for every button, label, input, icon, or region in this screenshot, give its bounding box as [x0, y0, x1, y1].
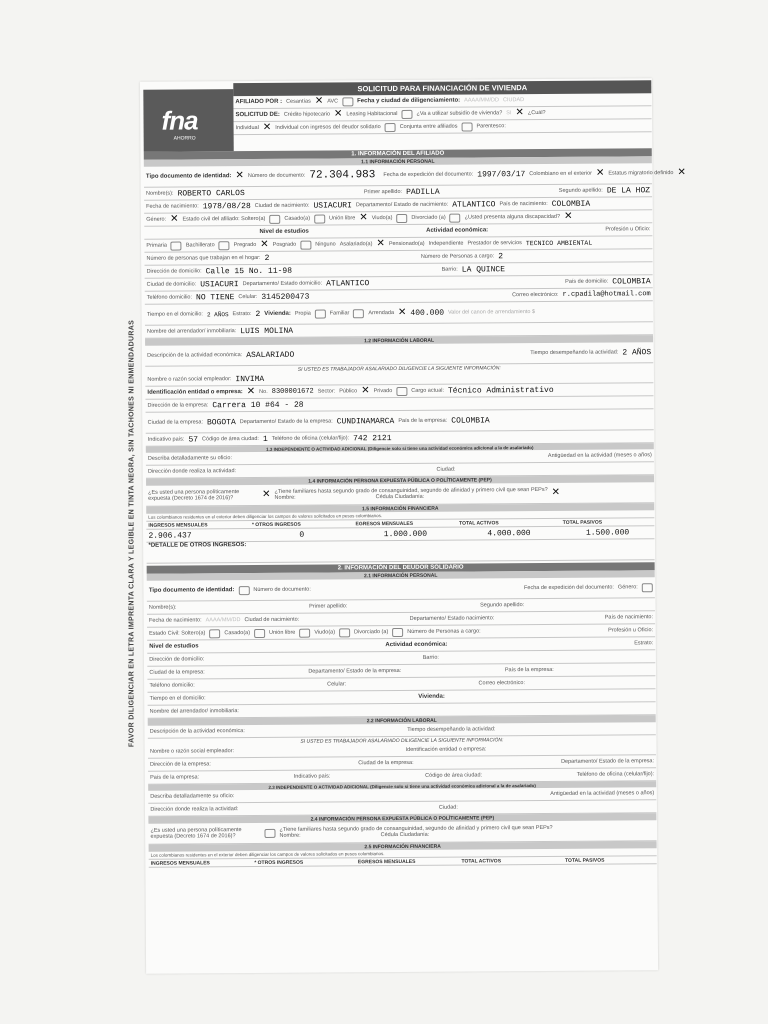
cod-area-value[interactable]: 1: [262, 434, 268, 444]
primaria-label: Primaria: [146, 242, 167, 249]
arrendada-checkbox[interactable]: ✕: [397, 306, 407, 319]
s2-otros-label: * OTROS INGRESOS: [254, 859, 304, 866]
celular-value[interactable]: 3145200473: [261, 292, 310, 302]
viudo-label: Viudo(a): [371, 215, 393, 222]
segundo-apellido-value[interactable]: DE LA HOZ: [606, 185, 651, 196]
tiempo-dom-value[interactable]: 2 AÑOS: [206, 310, 229, 318]
asalariado-checkbox[interactable]: ✕: [376, 238, 385, 250]
s2-ciudad-emp2-label: Ciudad de la empresa:: [358, 759, 414, 767]
id-entidad-label: Identificación entidad o empresa:: [147, 389, 243, 396]
empleador-label: Nombre o razón social empleador:: [147, 376, 232, 383]
profesion-value[interactable]: TECNICO AMBIENTAL: [525, 239, 593, 247]
ingresos-value[interactable]: 2.906.437: [148, 530, 192, 541]
s2-tiempo-act-label: Tiempo desempeñando la actividad:: [407, 726, 496, 733]
segundo-apellido-label: Segundo apellido:: [558, 187, 603, 194]
publico-checkbox[interactable]: ✕: [361, 385, 370, 397]
s2-ingresos-label: INGRESOS MENSUALES: [150, 859, 210, 867]
section-1-2-title: 1.2 INFORMACIÓN LABORAL: [145, 335, 653, 346]
s2-genero-checkbox[interactable]: [642, 583, 653, 592]
pasivos-label: TOTAL PASIVOS: [562, 519, 603, 526]
pregrado-checkbox[interactable]: ✕: [260, 238, 269, 250]
s2-financiera-note: Los colombianos residentes en el exterior deben diligenciar los campos de valores solicitados en pesos colombianos.: [150, 851, 385, 858]
fecha-exp-label: Fecha de expedición del documento:: [383, 171, 474, 179]
s2-ciudad-nac-label: Ciudad de nacimiento:: [244, 616, 300, 624]
s2-tipo-doc-label: Tipo documento de identidad:: [148, 587, 235, 594]
s2-pais-nac-label: País de nacimiento:: [604, 614, 654, 621]
pais-emp-value[interactable]: COLOMBIA: [451, 415, 490, 426]
s2-id-entidad-label: Identificación entidad o empresa:: [405, 746, 487, 753]
depto-nac-label: Departamento/ Estado de nacimiento:: [355, 201, 449, 209]
personas-trabajan-value[interactable]: 2: [264, 253, 270, 263]
otros-value[interactable]: 0: [299, 530, 305, 540]
s2-pasivos-label: TOTAL PASIVOS: [565, 857, 605, 864]
union-label: Unión libre: [329, 215, 356, 222]
propia-checkbox[interactable]: [315, 309, 326, 318]
arrendada-label: Arrendada: [368, 310, 395, 317]
estatus-mig-checkbox[interactable]: ✕: [677, 166, 686, 179]
discapacidad-label: ¿Usted presenta alguna discapacidad?: [464, 213, 561, 221]
depto-nac-value[interactable]: ATLANTICO: [452, 199, 496, 210]
tel-oficina-value[interactable]: 742 2121: [353, 433, 392, 443]
s2-fecha-nac-placeholder[interactable]: AAAA/MM/DD: [205, 617, 241, 624]
s2-activos-label: TOTAL ACTIVOS: [461, 857, 502, 865]
s2-depto-emp2-label: Departamento/ Estado de la empresa:: [561, 758, 655, 765]
familiar-label: Familiar: [329, 310, 350, 317]
sector-label: Sector:: [317, 388, 336, 395]
financiera-note: Los colombianos residentes en el exterior deben diligenciar los campos de valores solicitados en pesos colombianos.: [148, 513, 383, 520]
individual-ingresos-checkbox[interactable]: [385, 123, 396, 132]
pep-family-block: [274, 487, 547, 501]
estatus-mig-label: Estatus migratorio definido: [608, 170, 674, 177]
form-title: SOLICITUD PARA FINANCIACIÓN DE VIVIENDA: [233, 80, 651, 96]
union-checkbox[interactable]: ✕: [359, 212, 368, 224]
desc-act-label: Descripción de la actividad económica:: [147, 352, 243, 359]
section-1-1-title: 1.1 INFORMACIÓN PERSONAL: [144, 156, 652, 167]
ninguno-label: Ninguno: [315, 241, 336, 248]
bachillerato-checkbox[interactable]: [219, 241, 230, 250]
credito-checkbox[interactable]: ✕: [333, 108, 343, 120]
s2-num-doc-label: Número de documento:: [253, 586, 311, 594]
arrendador-value[interactable]: LUIS MOLINA: [240, 326, 294, 336]
prestador-label: Prestador de servicios: [467, 240, 522, 247]
ingresos-label: INGRESOS MENSUALES: [148, 521, 208, 529]
nit-value[interactable]: 8300001672: [271, 387, 314, 396]
s2-pep-family-block: [279, 825, 552, 839]
ciudad-emp-label: Ciudad de la empresa:: [147, 419, 203, 426]
s2-fecha-exp-label: Fecha de expedición del documento:: [523, 584, 614, 592]
bachillerato-label: Bachillerato: [185, 242, 215, 249]
parentesco-label: Parentesco:: [476, 123, 506, 130]
fecha-nac-value[interactable]: 1978/08/28: [202, 201, 251, 211]
nit-checkbox[interactable]: ✕: [246, 386, 256, 398]
pep-family-no-checkbox[interactable]: ✕: [551, 486, 561, 498]
s2-nombres-label: Nombre(s):: [148, 604, 177, 611]
avc-label: AVC: [327, 98, 339, 105]
cesantias-checkbox[interactable]: ✕: [314, 95, 324, 107]
indicativo-value[interactable]: 57: [188, 434, 199, 444]
s2-divorciado-checkbox[interactable]: [392, 627, 403, 636]
header-fields: [233, 80, 651, 151]
privado-checkbox[interactable]: [396, 386, 407, 395]
s2-actividad-label: Actividad económica:: [385, 641, 448, 649]
s2-viudo-label: Viudo(a): [314, 629, 336, 636]
s2-estado-civil-label: Estado Civil: Soltero(a): [149, 630, 206, 637]
asalariado-label: Asalariado(a): [339, 241, 373, 248]
vivienda-label: Vivienda:: [264, 310, 291, 317]
personas-trabajan-label: Número de personas que trabajan en el hogar:: [146, 254, 261, 262]
avc-checkbox[interactable]: [342, 97, 353, 106]
tipo-doc-label: Tipo documento de identidad:: [145, 173, 232, 180]
section-1-4-title: 1.4 INFORMACIÓN PERSONA EXPUESTA PÚBLICA O POLÍTICAMENTE (PEP): [146, 475, 654, 486]
s2-casado-checkbox[interactable]: [254, 628, 265, 637]
s2-segundo-apellido-label: Segundo apellido:: [480, 602, 525, 609]
section-2-2-title: 2.2 INFORMACIÓN LABORAL: [148, 715, 656, 726]
num-doc-value[interactable]: 72.304.983: [309, 169, 376, 182]
fna-logo: [143, 89, 233, 152]
pep-family-question: ¿Tiene familiares hasta segundo grado de consanguinidad, segundo de afinidad y primero civil que sean PEPs?: [274, 486, 548, 495]
colombiano-ext-label: Colombiano en el exterior: [529, 170, 592, 178]
s2-pep-nombre-label: Nombre:: [279, 832, 301, 839]
s2-arrendador-label: Nombre del arrendador/ inmobiliaria:: [149, 708, 239, 715]
s2-pep-checkbox[interactable]: [264, 828, 275, 837]
s2-asalariado-note: SI USTED ES TRABAJADOR ASALARIADO DILIGENCIE LA SIGUIENTE INFORMACIÓN:: [300, 736, 504, 745]
viudo-checkbox[interactable]: [396, 213, 407, 222]
s2-pep-cedula-label: Cédula Ciudadanía:: [380, 831, 430, 839]
s2-nivel-estudios-label: Nivel de estudios: [149, 643, 199, 650]
s2-primer-apellido-label: Primer apellido:: [309, 603, 348, 610]
describa-label: Describa detalladamente su oficio:: [147, 455, 232, 462]
s2-ciudad-act-label: Ciudad:: [438, 804, 458, 811]
genero-label: Género:: [146, 216, 167, 223]
ciudad-dom-label: Ciudad de domicilio:: [146, 281, 197, 288]
tipo-solicitud-row: [234, 119, 652, 135]
nombres-value[interactable]: ROBERTO CARLOS: [177, 188, 245, 199]
subsidio-label: ¿Va a utilizar subsidio de vivienda?: [416, 110, 503, 117]
pensionado-label: Pensionado(a): [388, 240, 425, 248]
activos-value[interactable]: 4.000.000: [487, 528, 531, 538]
pep-nombre-label: Nombre:: [274, 494, 296, 501]
individual-checkbox[interactable]: ✕: [262, 121, 272, 133]
pep-no-checkbox[interactable]: ✕: [262, 488, 271, 500]
detalle-otros-label: *DETALLE DE OTROS INGRESOS:: [148, 542, 247, 549]
propia-label: Propia: [294, 310, 311, 317]
colombiano-ext-checkbox[interactable]: ✕: [595, 167, 605, 179]
s2-describa-label: Describa detalladamente su oficio:: [150, 793, 235, 800]
estado-civil-label: Estado civil del afiliado: Soltero(a): [182, 215, 266, 223]
primer-apellido-value[interactable]: PADILLA: [406, 187, 440, 197]
individual-ingresos-label: Individual con ingresos del deudor solidario: [275, 124, 381, 131]
side-instructions: [112, 230, 136, 870]
desc-act-value[interactable]: ASALARIADO: [246, 350, 295, 360]
depto-emp-label: Departamento/ Estado de la empresa:: [239, 418, 333, 426]
personas-cargo-label: Número de Personas a cargo:: [420, 253, 495, 260]
s2-depto-nac-label: Departamento/ Estado nacimiento:: [409, 615, 495, 622]
activos-label: TOTAL ACTIVOS: [459, 519, 499, 527]
egresos-label: EGRESOS MENSUALES: [355, 520, 414, 527]
estrato-value[interactable]: 2: [255, 309, 261, 319]
tel-label: Teléfono domicilio:: [146, 294, 193, 301]
s2-divorciado-label: Divorciado (a): [354, 629, 389, 636]
tiempo-dom-label: Tiempo en el domicilio:: [146, 311, 203, 318]
correo-value[interactable]: r.cpadila@hotmail.com: [562, 290, 651, 299]
pasivos-value[interactable]: 1.500.000: [585, 527, 630, 538]
direccion-label: Dirección de domicilio:: [146, 268, 202, 275]
direccion-act-label: Dirección donde realiza la actividad:: [147, 468, 237, 475]
s2-depto-emp-label: Departamento/ Estado de la empresa:: [308, 667, 402, 675]
pep-cedula-label: Cédula Ciudadanía:: [375, 493, 425, 501]
barrio-value[interactable]: LA QUINCE: [461, 264, 506, 275]
section-2-1-title: 2.1 INFORMACIÓN PERSONAL: [147, 570, 655, 581]
subsidio-si-option[interactable]: SI: [506, 110, 512, 117]
pais-dom-label: País de domicilio:: [565, 278, 609, 285]
tel-oficina-label: Teléfono de oficina (celular/fijo):: [271, 435, 350, 442]
direccion-value[interactable]: Calle 15 No. 11-98: [205, 266, 293, 276]
primaria-checkbox[interactable]: [171, 241, 182, 250]
fecha-nac-label: Fecha de nacimiento:: [146, 203, 199, 210]
casado-checkbox[interactable]: [314, 214, 325, 223]
pais-nac-label: País de nacimiento:: [499, 200, 548, 208]
correo-label: Correo electrónico:: [512, 291, 559, 299]
s2-union-checkbox[interactable]: [299, 628, 310, 637]
ciudad-act-label: Ciudad:: [436, 466, 456, 473]
section-2-5-title: 2.5 INFORMACIÓN FINANCIERA: [149, 841, 657, 852]
posgrado-label: Posgrado: [272, 241, 297, 248]
s2-egresos-label: EGRESOS MENSUALES: [357, 858, 416, 865]
depto-dom-label: Departamento/ Estado domicilio:: [242, 280, 323, 288]
form-header: [143, 80, 651, 152]
s2-indicativo-label: Indicativo país:: [293, 773, 331, 780]
s2-barrio-label: Barrio:: [422, 654, 439, 661]
s2-genero-label: Género:: [617, 584, 638, 591]
cargo-value[interactable]: Técnico Administrativo: [447, 385, 554, 396]
section-2-4-title: 2.4 INFORMACIÓN PERSONA EXPUESTA PÚBLICA O POLÍTICAMENTE (PEP): [148, 813, 656, 824]
num-doc-label: Número de documento:: [247, 172, 306, 180]
celular-label: Celular:: [238, 293, 258, 301]
depto-dom-value[interactable]: ATLANTICO: [326, 278, 370, 289]
solicitud-label: SOLICITUD DE:: [235, 111, 280, 119]
s2-estrato-label: Estrato:: [634, 640, 654, 647]
nombres-label: Nombre(s):: [146, 190, 174, 197]
s2-vivienda-label: Vivienda:: [418, 693, 445, 700]
s2-soltero-checkbox[interactable]: [209, 629, 220, 638]
s2-antiguedad-label: Antigüedad en la actividad (meses o años): [550, 790, 655, 797]
s2-dir-empresa-label: Dirección de la empresa:: [150, 761, 211, 768]
s2-pep-family-question: ¿Tiene familiares hasta segundo grado de consanguinidad, segundo de afinidad y primero civil que sean PEPs?: [279, 824, 553, 833]
section-1-3-title: 1.3 INDEPENDIENTE O ACTIVIDAD ADICIONAL (Diligencie solo si tiene una actividad económica adicional a la de asalariado): [146, 443, 654, 453]
tel-value[interactable]: NO TIENE: [195, 292, 235, 302]
conjunta-label: Conjunta entre afiliados: [399, 123, 458, 130]
privado-label: Privado: [373, 388, 393, 395]
cesantias-label: Cesantías: [286, 98, 311, 105]
afiliado-label: AFILIADO POR :: [235, 98, 283, 106]
ciudad-emp-value[interactable]: BOGOTA: [206, 417, 236, 427]
fecha-exp-value[interactable]: 1997/03/17: [477, 169, 526, 179]
section-1-title: 1. INFORMACIÓN DEL AFILIADO: [144, 148, 652, 160]
pais-nac-value[interactable]: COLOMBIA: [551, 199, 591, 209]
nit-label: No.: [259, 388, 268, 395]
barrio-label: Barrio:: [441, 266, 458, 273]
detalle-otros-row: [146, 539, 654, 564]
s2-profesion-label: Profesión u Oficio:: [608, 627, 654, 634]
s2-desc-act-label: Descripción de la actividad económica:: [149, 728, 245, 735]
s2-direccion-act-label: Dirección donde realiza la actividad:: [150, 806, 239, 813]
fecha-ciudad-label: Fecha y ciudad de diligenciamiento:: [357, 97, 461, 105]
s2-union-label: Unión libre: [269, 629, 296, 636]
credito-label: Crédito hipotecario: [283, 111, 331, 118]
genero-m-checkbox[interactable]: ✕: [170, 213, 179, 225]
divorciado-label: Divorciado (a): [411, 214, 446, 221]
dir-empresa-value[interactable]: Carrera 10 #64 - 28: [212, 400, 304, 410]
otros-label: * OTROS INGRESOS: [251, 521, 301, 528]
s2-celular-label: Celular:: [327, 681, 347, 688]
s2-tiempo-dom-label: Tiempo en el domicilio:: [149, 695, 206, 702]
s2-pais-emp2-label: País de la empresa:: [150, 774, 200, 781]
publico-label: Público: [339, 388, 358, 395]
egresos-value[interactable]: 1.000.000: [383, 529, 428, 539]
individual-label: Individual: [235, 124, 259, 132]
tiempo-act-label: Tiempo desempeñando la actividad:: [530, 349, 619, 357]
ciudad-nac-label: Ciudad de nacimiento:: [254, 202, 310, 210]
empleador-value[interactable]: INVIMA: [235, 374, 265, 384]
pep-question: ¿Es usted una persona políticamente expuesta (Decreto 1674 de 2016)?: [148, 489, 240, 502]
s2-direccion-label: Dirección de domicilio:: [149, 656, 205, 663]
profesion-label: Profesión u Oficio:: [605, 226, 651, 233]
divorciado-checkbox[interactable]: [450, 213, 461, 222]
posgrado-checkbox[interactable]: [300, 240, 311, 249]
s2-casado-label: Casado(a): [224, 630, 251, 637]
s2-empleador-label: Nombre o razón social empleador:: [149, 748, 235, 755]
soltero-checkbox[interactable]: [269, 214, 280, 223]
s2-tipo-doc-checkbox[interactable]: [238, 586, 249, 595]
pais-dom-value[interactable]: COLOMBIA: [612, 276, 651, 287]
pregrado-label: Pregrado: [233, 241, 257, 249]
cod-area-label: Código de área ciudad:: [202, 435, 259, 443]
pais-emp-label: País de la empresa:: [398, 417, 448, 425]
independiente-label: Independiente: [428, 240, 464, 247]
indicativo-label: Indicativo país:: [147, 436, 185, 443]
s2-pep-question: ¿Es usted una persona políticamente expuesta (Decreto 1674 de 2016)?: [150, 827, 242, 840]
estrato-label: Estrato:: [232, 311, 252, 318]
subsidio-no-checkbox[interactable]: ✕: [515, 107, 524, 119]
discapacidad-no-checkbox[interactable]: ✕: [564, 210, 573, 222]
s2-viudo-checkbox[interactable]: [339, 628, 350, 637]
section-1-5-title: 1.5 INFORMACIÓN FINANCIERA: [146, 503, 654, 514]
valor-arriendo-value[interactable]: 400.000: [410, 308, 445, 318]
s2-fecha-nac-label: Fecha de nacimiento:: [148, 617, 202, 624]
section-2-3-title: 2.3 INDEPENDIENTE O ACTIVIDAD ADICIONAL (Diligencie solo si tiene una actividad económica adicional a la de asalariado): [148, 781, 656, 791]
arrendador-label: Nombre del arrendador/ inmobiliaria:: [146, 328, 237, 335]
conjunta-checkbox[interactable]: [461, 122, 472, 131]
antiguedad-label: Antigüedad en la actividad (meses o años): [547, 452, 652, 459]
s2-tel-label: Teléfono domicilio:: [149, 682, 195, 689]
depto-emp-value[interactable]: CUNDINAMARCA: [336, 416, 395, 426]
ciudad-nac-value[interactable]: USIACURI: [313, 200, 352, 211]
ciudad-placeholder[interactable]: CIUDAD: [502, 97, 525, 104]
logo-text: fna: [161, 105, 198, 136]
casado-label: Casado(a): [284, 215, 311, 222]
fecha-placeholder[interactable]: AAAA/MM/DD: [464, 97, 500, 104]
personas-cargo-value[interactable]: 2: [498, 251, 504, 261]
valor-arriendo-label: Valor del canon de arrendamiento $: [448, 309, 536, 316]
application-form: [143, 80, 686, 868]
s2-pais-emp-label: País de la empresa:: [504, 666, 554, 674]
leasing-checkbox[interactable]: [401, 109, 412, 118]
dir-empresa-label: Dirección de la empresa:: [147, 402, 209, 409]
primer-apellido-label: Primer apellido:: [363, 188, 403, 196]
ciudad-dom-value[interactable]: USIACURI: [200, 279, 239, 289]
leasing-label: Leasing Habitacional: [346, 111, 398, 118]
cargo-label: Cargo actual:: [411, 387, 445, 394]
s2-correo-label: Correo electrónico:: [478, 680, 526, 687]
s2-tel-oficina-label: Teléfono de oficina (celular/fijo):: [576, 771, 655, 778]
tiempo-act-value[interactable]: 2 AÑOS: [622, 347, 652, 357]
s2-personas-cargo-label: Número de Personas a cargo:: [407, 628, 481, 635]
nivel-estudios-label: Nivel de estudios: [259, 228, 309, 235]
section-2-title: 2. INFORMACIÓN DEL DEUDOR SOLIDARIO: [147, 562, 655, 574]
familiar-checkbox[interactable]: [353, 309, 364, 318]
s2-ciudad-emp-label: Ciudad de la empresa:: [149, 669, 205, 676]
side-note-text: FAVOR DILIGENCIAR EN LETRA IMPRENTA CLARA Y LEGIBLE EN TINTA NEGRA, SIN TACHONES NI ENMENDADURAS: [128, 319, 136, 748]
cual-label: ¿Cuál?: [527, 109, 546, 117]
s2-cod-area-label: Código de área ciudad:: [425, 772, 483, 779]
asalariado-note: SI USTED ES TRABAJADOR ASALARIADO DILIGENCIE LA SIGUIENTE INFORMACIÓN:: [297, 364, 501, 373]
actividad-label: Actividad económica:: [426, 227, 489, 234]
tipo-doc-cc-checkbox[interactable]: ✕: [235, 170, 244, 182]
logo-subtext: AHORRO: [173, 135, 196, 142]
